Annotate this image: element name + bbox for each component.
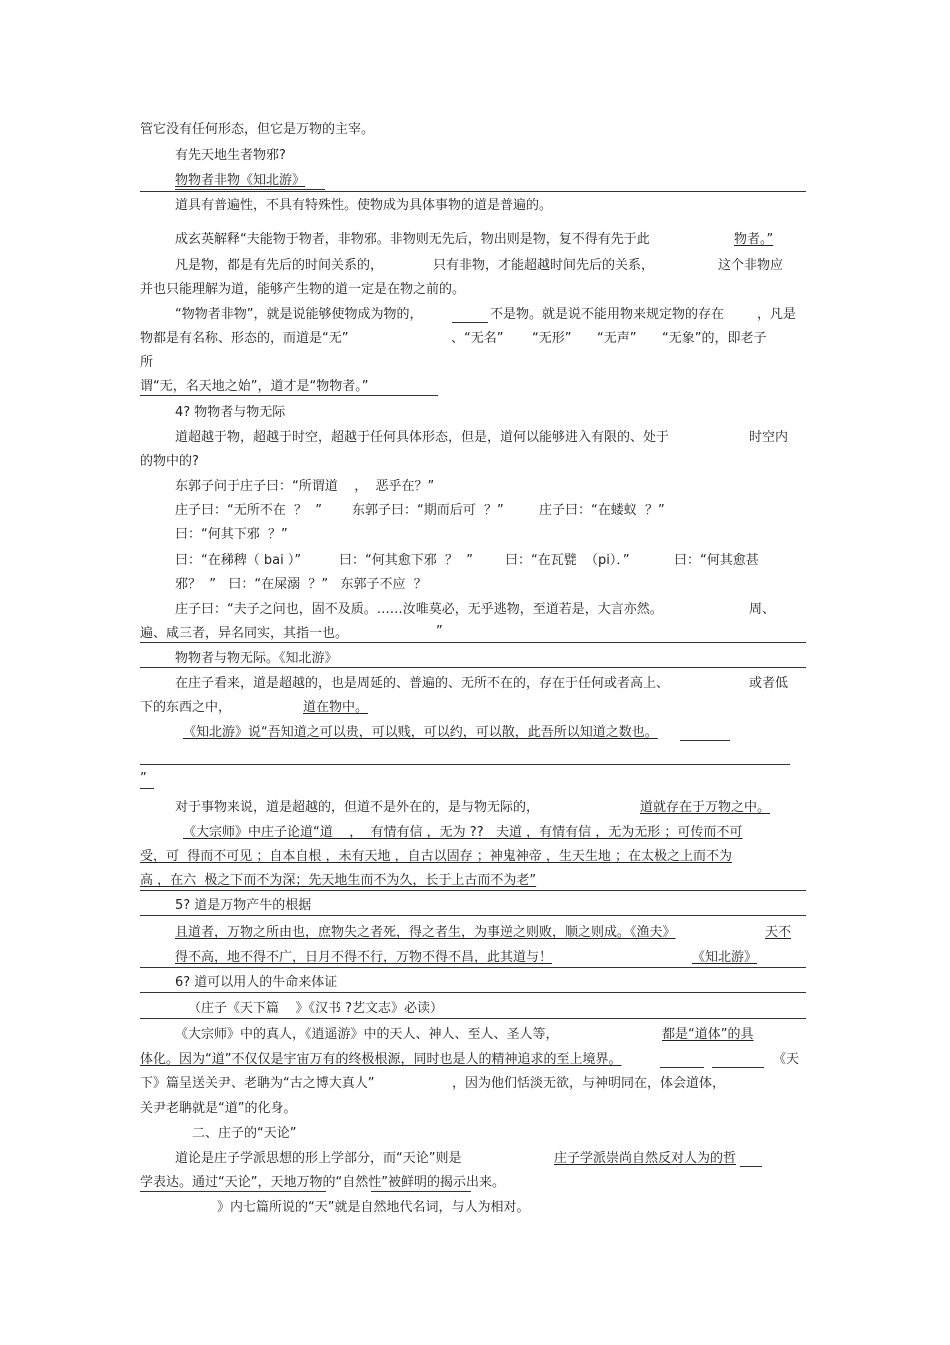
text-line: 道论是庄子学派思想的形上学部分，而“天论”则是 bbox=[175, 1151, 462, 1166]
section-heading: 二、庄子的“天论” bbox=[192, 1126, 297, 1141]
text-line: 道超越于物，超越于时空，超越于任何具体形态，但是，道何以能够进入有限的、处于 bbox=[175, 430, 670, 445]
quote-source-line: 物物者与物无际。《知北游》 bbox=[175, 651, 338, 666]
underline-rule bbox=[680, 740, 730, 741]
dialogue-line: ” bbox=[436, 624, 443, 639]
section-rule bbox=[140, 890, 806, 891]
underline-rule bbox=[140, 788, 154, 789]
text-line: 物都是有名称、形态的，而道是“无” bbox=[140, 331, 349, 346]
text-line: ” bbox=[140, 771, 147, 786]
text-line: 下》篇呈送关尹、老聃为“古之博大真人” bbox=[140, 1076, 375, 1091]
blank-underline bbox=[712, 1067, 764, 1068]
text-line: ，凡是 bbox=[757, 307, 797, 322]
dialogue-line: 曰：“何其下邪 ？” bbox=[175, 527, 288, 542]
dialogue-line: 东郭子问于庄子曰：“所谓道 ， 恶乎在？” bbox=[175, 479, 435, 494]
section-rule bbox=[140, 915, 806, 916]
text-line: “物物者非物”，就是说能够使物成为物的， bbox=[175, 307, 423, 322]
quote-line-underlined: 高 ，在六 极之下而不为深；先天地生而不为久，长于上古而不为老” bbox=[140, 873, 537, 888]
text-line-underlined: 体化。因为“道”不仅仅是宇宙万有的终极根源，同时也是人的精神追求的至上境界。 bbox=[140, 1052, 622, 1067]
dialogue-line: 曰：“何其愈甚 bbox=[674, 553, 759, 568]
text-line: ，因为他们恬淡无欲，与神明同在，体会道体， bbox=[452, 1076, 726, 1091]
section-rule bbox=[140, 642, 806, 643]
text-line-underlined: 庄子学派崇尚自然反对人为的哲 bbox=[554, 1151, 737, 1166]
underline-rule bbox=[371, 1191, 471, 1192]
text-line: 时空内 bbox=[749, 430, 789, 445]
quote-line-underlined: 天不 bbox=[765, 925, 792, 940]
text-line: 《大宗师》中的真人，《逍遥游》中的天人、神人、至人、圣人等， bbox=[175, 1027, 559, 1042]
dialogue-line: 曰：“何其愈下邪 ？ ” bbox=[339, 553, 473, 568]
text-line: 《天 bbox=[773, 1052, 800, 1067]
section-rule bbox=[140, 1018, 806, 1019]
dialogue-line: 邪？ ” 曰：“在屎溺 ？” 东郭子不应 ？ bbox=[175, 577, 427, 592]
quote-line-underlined: 得不高，地不得不广，日月不得不行，万物不得不昌，此其道与！ bbox=[175, 950, 553, 965]
text-line: 谓“无，名天地之始”，道才是“物物者。” bbox=[140, 379, 369, 394]
text-line: 》内七篇所说的“天”就是自然地代名词，与人为相对。 bbox=[217, 1200, 530, 1215]
quote-line: 有先天地生者物邪? bbox=[175, 148, 286, 163]
reading-note: （庄子《天下篇 》《汉书 ?艺文志》必读） bbox=[188, 1001, 444, 1016]
text-line: 这个非物应 bbox=[718, 258, 784, 273]
section-heading: 6? 道可以用人的牛命来体证 bbox=[175, 975, 338, 990]
text-line: 关尹老聃就是“道”的化身。 bbox=[140, 1101, 297, 1116]
quote-line-underlined: 且道者，万物之所由也，庶物失之者死，得之者生，为事逆之则败，顺之则成。《渔夫》 bbox=[175, 925, 676, 940]
text-line: “无声” bbox=[597, 331, 637, 346]
quote-line-underlined: 《知北游》说“吾知道之可以贵，可以贱，可以约，可以散，此吾所以知道之数也。 bbox=[183, 725, 658, 740]
text-line: 对于事物来说，道是超越的，但道不是外在的，是与物无际的， bbox=[175, 800, 540, 815]
text-line: “无象”的，即老子 bbox=[662, 331, 767, 346]
text-line: “无形” bbox=[532, 331, 572, 346]
underline-rule bbox=[140, 395, 438, 396]
blank-rule bbox=[140, 764, 790, 765]
section-rule bbox=[140, 992, 806, 993]
text-line: 成玄英解释“夫能物于物者，非物邪。非物则无先后，物出则是物，复不得有先于此 bbox=[175, 232, 650, 247]
text-line: 不是物。就是说不能用物来规定物的存在 bbox=[490, 307, 725, 322]
text-line: 的物中的? bbox=[140, 454, 199, 469]
text-line: 下的东西之中， bbox=[140, 700, 232, 715]
underline-rule bbox=[740, 1166, 762, 1167]
section-rule bbox=[140, 967, 806, 968]
text-line: 凡是物，都是有先后的时间关系的， bbox=[175, 258, 384, 273]
section-heading: 4? 物物者与物无际 bbox=[175, 405, 286, 420]
dialogue-line: 庄子曰：“夫子之问也，固不及质。……汝唯莫必，无乎逃物，至道若是，大言亦然。 bbox=[175, 602, 663, 617]
text-line-underlined: 物者。” bbox=[734, 232, 774, 247]
text-line: 或者低 bbox=[749, 676, 789, 691]
dialogue-line: 曰：“在稊稗（ bai ）” bbox=[175, 553, 302, 568]
underline-rule bbox=[140, 1191, 326, 1192]
text-line: 在庄子看来，道是超越的，也是周延的、普遍的、无所不在的，存在于任何或者高上、 bbox=[175, 676, 670, 691]
text-line: 管它没有任何形态，但它是万物的主宰。 bbox=[140, 122, 375, 137]
dialogue-line: 曰：“在瓦甓 （pi）．” bbox=[505, 553, 630, 568]
section-rule bbox=[140, 191, 806, 192]
text-line-underlined: 道就存在于万物之中。 bbox=[640, 800, 771, 815]
dialogue-line: 周、 bbox=[749, 602, 776, 617]
text-line: 并也只能理解为道，能够产生物的道一定是在物之前的。 bbox=[140, 282, 466, 297]
blank-underline bbox=[452, 322, 488, 323]
section-rule bbox=[140, 667, 806, 668]
text-line: 只有非物，才能超越时间先后的关系， bbox=[433, 258, 655, 273]
text-line-underlined: 都是“道体”的具 bbox=[662, 1027, 754, 1042]
dialogue-line: 庄子曰：“在蝼蚁 ？” bbox=[539, 503, 665, 518]
quote-source-underlined: 《知北游》 bbox=[692, 950, 758, 965]
quote-line-underlined: 受，可 得而不可见 ；自本自根 ，未有天地 ，自古以固存 ；神鬼神帝 ，生天生地 ；在太极之上而不为 bbox=[140, 849, 733, 864]
text-line: 学表达。通过“天论”，天地万物的“自然性”被鲜明的揭示出来。 bbox=[140, 1175, 505, 1190]
section-heading: 5? 道是万物产牛的根据 bbox=[175, 898, 312, 913]
dialogue-line: 遍、咸三者，异名同实，其指一也。 bbox=[140, 626, 349, 641]
underline-rule bbox=[175, 189, 325, 190]
quote-source-line: 物物者非物《知北游》 bbox=[175, 173, 306, 188]
text-line-underlined: 道在物中。 bbox=[303, 700, 369, 715]
text-line: 道具有普遍性，不具有特殊性。使物成为具体事物的道是普遍的。 bbox=[175, 198, 553, 213]
quote-line-underlined: 《大宗师》中庄子论道“道 ， 有情有信 ，无为 ?? 夫道 ，有情有信 ，无为无形 ；可传而不可 bbox=[183, 825, 743, 840]
dialogue-line: 庄子曰：“无所不在 ？ ” bbox=[175, 503, 322, 518]
text-line: 所 bbox=[140, 355, 154, 370]
text-line: 、“无名” bbox=[451, 331, 504, 346]
blank-underline bbox=[660, 1067, 704, 1068]
dialogue-line: 东郭子曰：“期而后可 ？” bbox=[352, 503, 504, 518]
